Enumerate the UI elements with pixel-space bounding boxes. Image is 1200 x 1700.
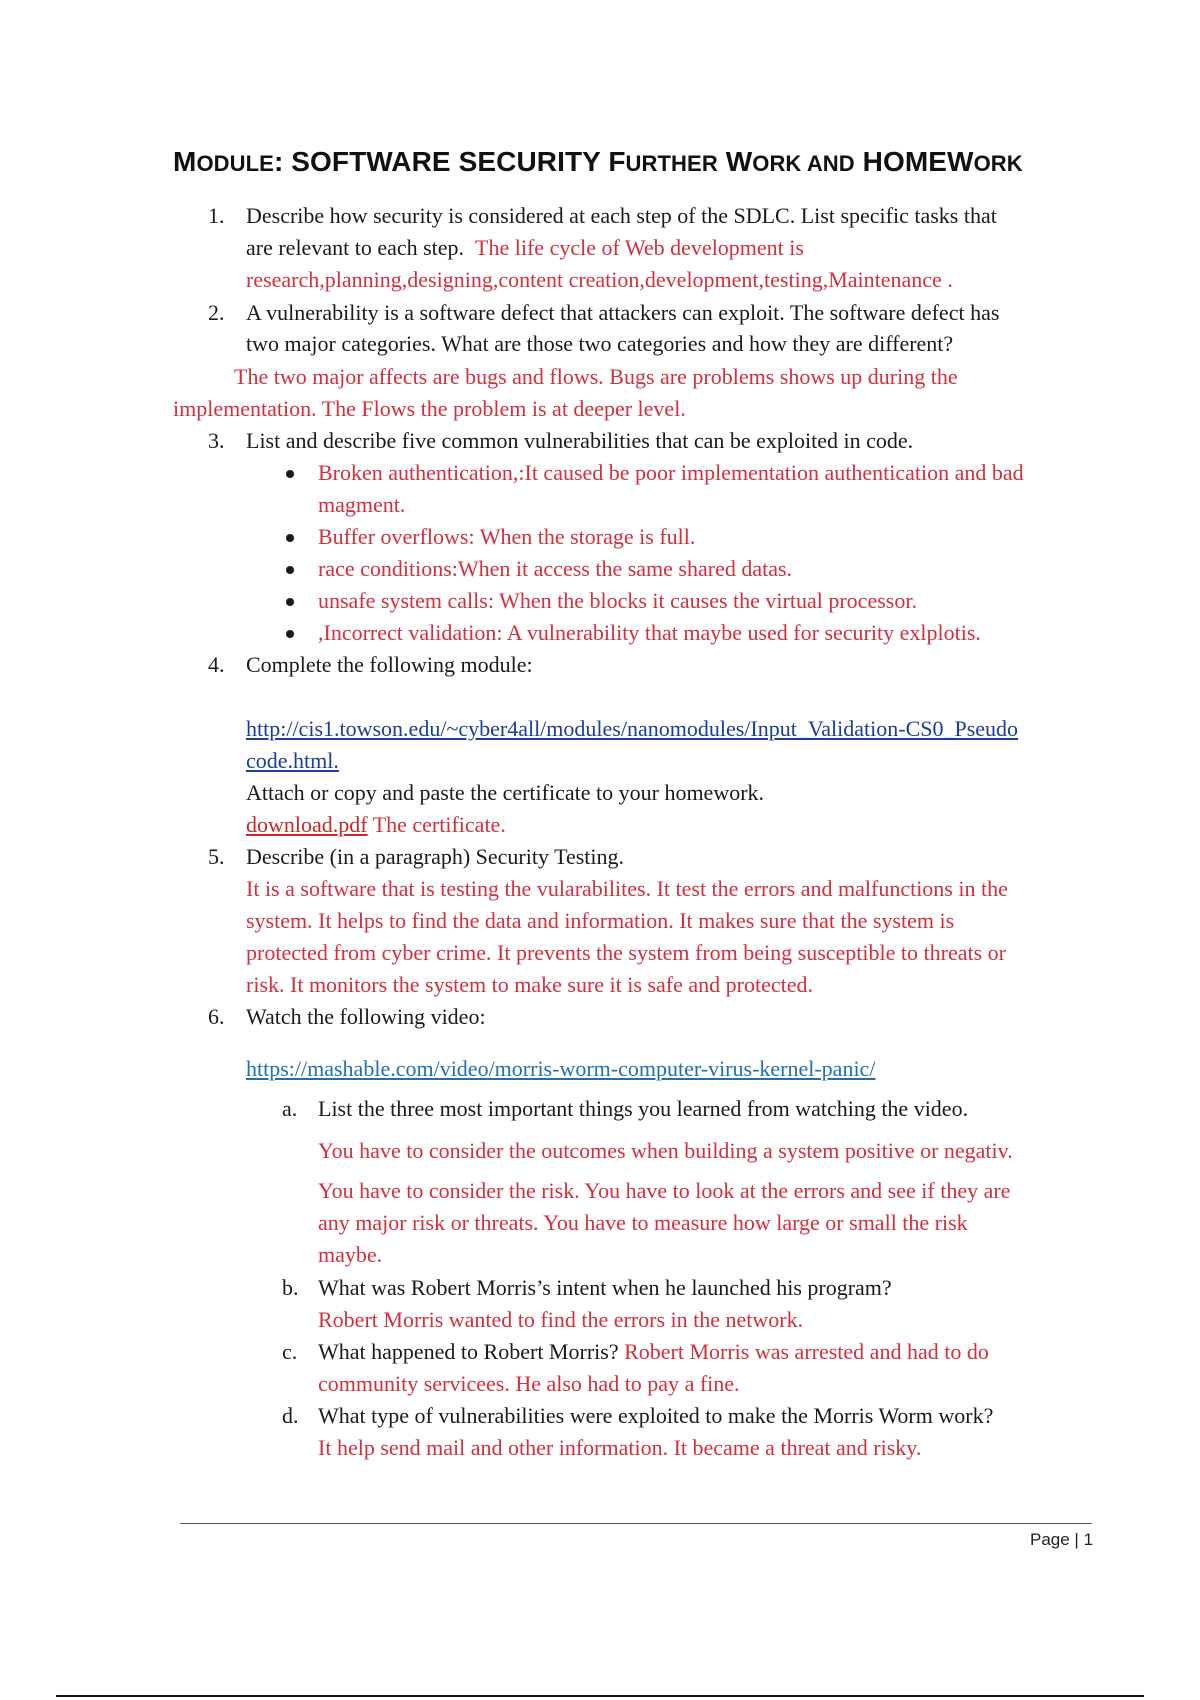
question-5-answer-1: It is a software that is testing the vularabilites. It test the errors and malfunctions in the (246, 876, 1008, 901)
question-3-number: 3. (208, 428, 225, 453)
question-4-number: 4. (208, 652, 225, 677)
question-1-text-2: are relevant to each step. The life cycle of Web development is (246, 235, 804, 260)
vulnerability-item-1-cont: magment. (318, 492, 406, 517)
page-title: MODULE: SOFTWARE SECURITY FURTHER WORK AND HOMEWORK (173, 146, 1023, 177)
sub-question-a-label: a. (282, 1096, 298, 1121)
question-1-answer-2: research,planning,designing,content creation,development,testing,Maintenance . (246, 267, 953, 292)
page-number: Page | 1 (1030, 1530, 1094, 1549)
bullet-icon (286, 630, 294, 638)
bullet-icon (286, 566, 294, 574)
sub-question-c-label: c. (282, 1339, 298, 1364)
sub-question-d: What type of vulnerabilities were exploited to make the Morris Worm work? (318, 1403, 994, 1428)
question-2-answer: The two major affects are bugs and flows. Bugs are problems shows up during the (234, 364, 958, 389)
vulnerability-item-2: Buffer overflows: When the storage is full. (318, 524, 696, 549)
sub-answer-d: It help send mail and other information. It became a threat and risky. (318, 1435, 922, 1460)
question-1-answer: The life cycle of Web development is (475, 235, 804, 260)
module-link-cont[interactable]: code.html. (246, 748, 339, 773)
sub-answer-a-4: maybe. (318, 1242, 383, 1267)
certificate-pdf-link[interactable]: download.pdf (246, 812, 368, 837)
vulnerability-item-1: Broken authentication,:It caused be poor implementation authentication and bad (318, 460, 1024, 485)
question-5-answer-2: system. It helps to find the data and information. It makes sure that the system is (246, 908, 955, 933)
question-3-text: List and describe five common vulnerabilities that can be exploited in code. (246, 428, 914, 453)
question-5-text: Describe (in a paragraph) Security Testing. (246, 844, 625, 869)
question-1-text: Describe how security is considered at each step of the SDLC. List specific tasks that (246, 203, 997, 228)
question-5-answer-3: protected from cyber crime. It prevents the system from being susceptible to threats or (246, 940, 1006, 965)
sub-answer-a-1: You have to consider the outcomes when building a system positive or negativ. (318, 1138, 1013, 1163)
sub-question-c: What happened to Robert Morris? Robert Morris was arrested and had to do (318, 1339, 989, 1364)
vulnerability-item-3: race conditions:When it access the same shared datas. (318, 556, 793, 581)
question-5-number: 5. (208, 844, 225, 869)
sub-answer-a-2: You have to consider the risk. You have to look at the errors and see if they are (318, 1178, 1011, 1203)
question-4-instruction: Attach or copy and paste the certificate to your homework. (246, 780, 765, 805)
sub-answer-c-2: community servicees. He also had to pay a fine. (318, 1371, 740, 1396)
question-6-text: Watch the following video: (246, 1004, 486, 1029)
sub-question-b-label: b. (282, 1275, 299, 1300)
sub-answer-a-3: any major risk or threats. You have to measure how large or small the risk (318, 1210, 968, 1235)
question-2-number: 2. (208, 300, 225, 325)
question-2-text: A vulnerability is a software defect that attackers can exploit. The software defect has (246, 300, 1000, 325)
question-2-text-2: two major categories. What are those two categories and how they are different? (246, 331, 954, 356)
sub-question-b: What was Robert Morris’s intent when he launched his program? (318, 1275, 892, 1300)
sub-answer-b: Robert Morris wanted to find the errors in the network. (318, 1307, 804, 1332)
module-link[interactable]: http://cis1.towson.edu/~cyber4all/modules/nanomodules/Input_Validation-CS0_Pseudo (246, 716, 1019, 741)
vulnerability-item-5: ,Incorrect validation: A vulnerability that maybe used for security exlplotis. (318, 620, 981, 645)
question-4-text: Complete the following module: (246, 652, 533, 677)
sub-answer-c: Robert Morris was arrested and had to do (618, 1339, 989, 1364)
page-bottom-border (56, 1695, 1144, 1697)
bullet-icon (286, 534, 294, 542)
sub-question-a: List the three most important things you learned from watching the video. (318, 1096, 969, 1121)
bullet-icon (286, 470, 294, 478)
question-2-answer-2: implementation. The Flows the problem is at deeper level. (173, 396, 686, 421)
question-5-answer-4: risk. It monitors the system to make sure it is safe and protected. (246, 972, 813, 997)
video-link[interactable]: https://mashable.com/video/morris-worm-computer-virus-kernel-panic/ (246, 1056, 876, 1081)
sub-question-d-label: d. (282, 1403, 299, 1428)
vulnerability-item-4: unsafe system calls: When the blocks it causes the virtual processor. (318, 588, 917, 613)
question-6-number: 6. (208, 1004, 225, 1029)
question-1-number: 1. (208, 203, 225, 228)
bullet-icon (286, 598, 294, 606)
certificate-line: download.pdf The certificate. (246, 812, 506, 837)
footer-divider (180, 1523, 1092, 1524)
